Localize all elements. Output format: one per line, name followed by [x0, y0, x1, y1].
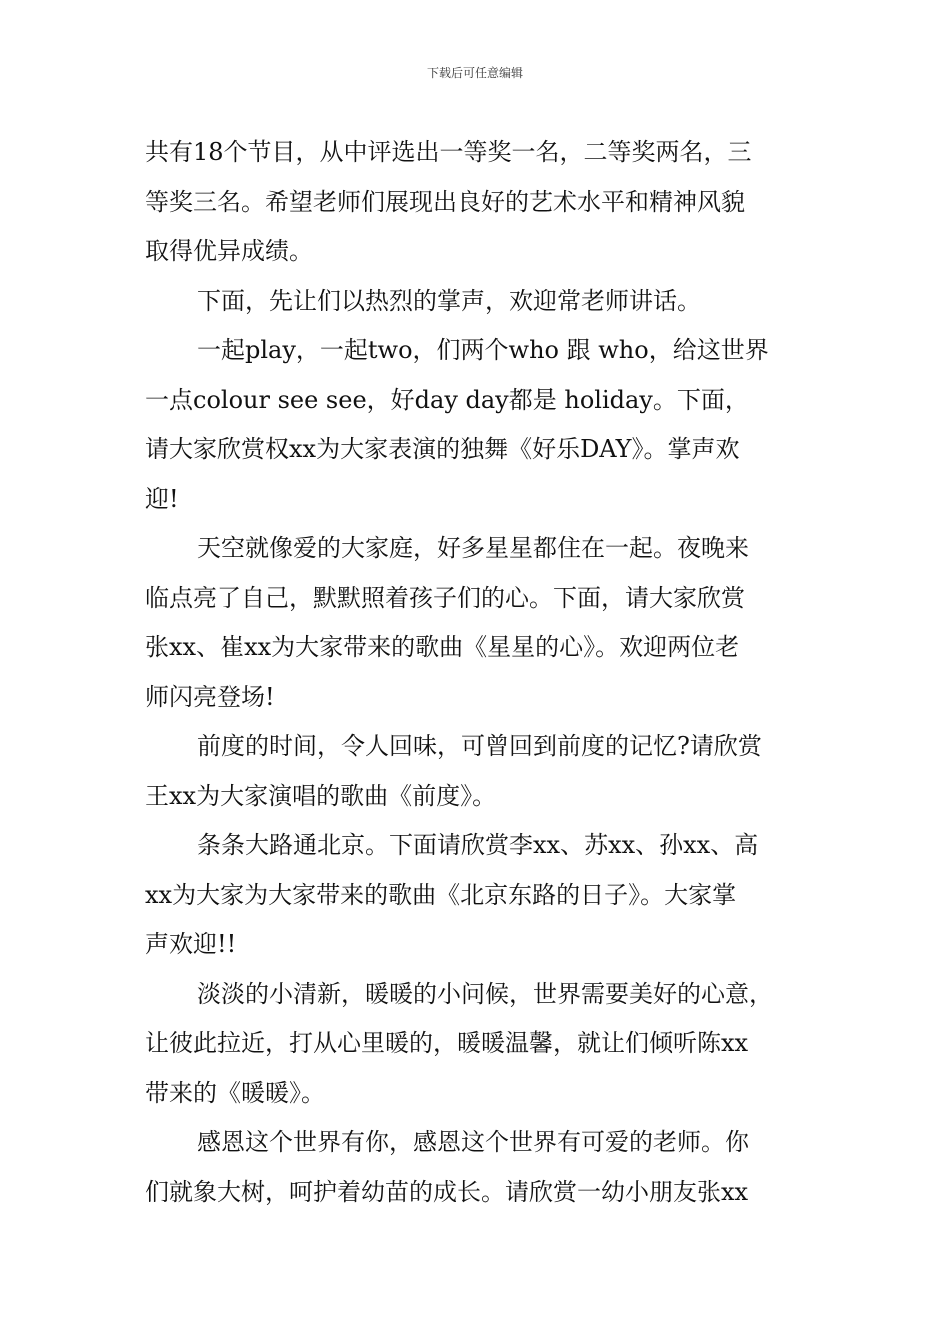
text-line: 们就象大树，呵护着幼苗的成长。请欣赏一幼小朋友张xx: [145, 1177, 749, 1206]
text-line: 师闪亮登场!: [145, 682, 275, 711]
text-line: 张xx、崔xx为大家带来的歌曲《星星的心》。欢迎两位老: [145, 633, 740, 661]
text-line: 一点colour see see，好day day都是 holiday。下面，: [145, 385, 749, 414]
text-line: xx为大家为大家带来的歌曲《北京东路的日子》。大家掌: [145, 880, 737, 909]
page-header: 下载后可任意编辑: [426, 66, 523, 80]
document-body: [145, 128, 815, 1217]
text-line: 一起play，一起two，们两个who 跟 who，给这世界: [197, 336, 769, 364]
text-line: 共有18个节目，从中评选出一等奖一名，二等奖两名，三: [145, 138, 752, 166]
text-line: 天空就像爱的大家庭，好多星星都住在一起。夜晚来: [197, 534, 749, 562]
text-line: 声欢迎!!: [145, 930, 237, 958]
text-line: 条条大路通北京。下面请欣赏李xx、苏xx、孙xx、高: [197, 831, 759, 859]
text-line: 下面，先让们以热烈的掌声，欢迎常老师讲话。: [197, 286, 701, 315]
text-line: 请大家欣赏权xx为大家表演的独舞《好乐DAY》。掌声欢: [145, 435, 740, 463]
text-line: 王xx为大家演唱的歌曲《前度》。: [145, 781, 497, 810]
text-line: 前度的时间，令人回味，可曾回到前度的记忆?请欣赏: [197, 732, 762, 760]
text-line: 让彼此拉近，打从心里暖的，暖暖温馨，就让们倾听陈xx: [145, 1029, 749, 1057]
text-line: 感恩这个世界有你，感恩这个世界有可爱的老师。你: [197, 1128, 749, 1156]
text-line: 临点亮了自己，默默照着孩子们的心。下面，请大家欣赏: [145, 583, 745, 612]
text-line: 等奖三名。希望老师们展现出良好的艺术水平和精神风貌: [145, 187, 745, 216]
text-line: 带来的《暖暖》。: [145, 1078, 325, 1107]
text-line: 取得优异成绩。: [145, 237, 313, 265]
text-line: 淡淡的小清新，暖暖的小问候，世界需要美好的心意，: [197, 979, 773, 1008]
text-line: 迎!: [145, 484, 179, 513]
